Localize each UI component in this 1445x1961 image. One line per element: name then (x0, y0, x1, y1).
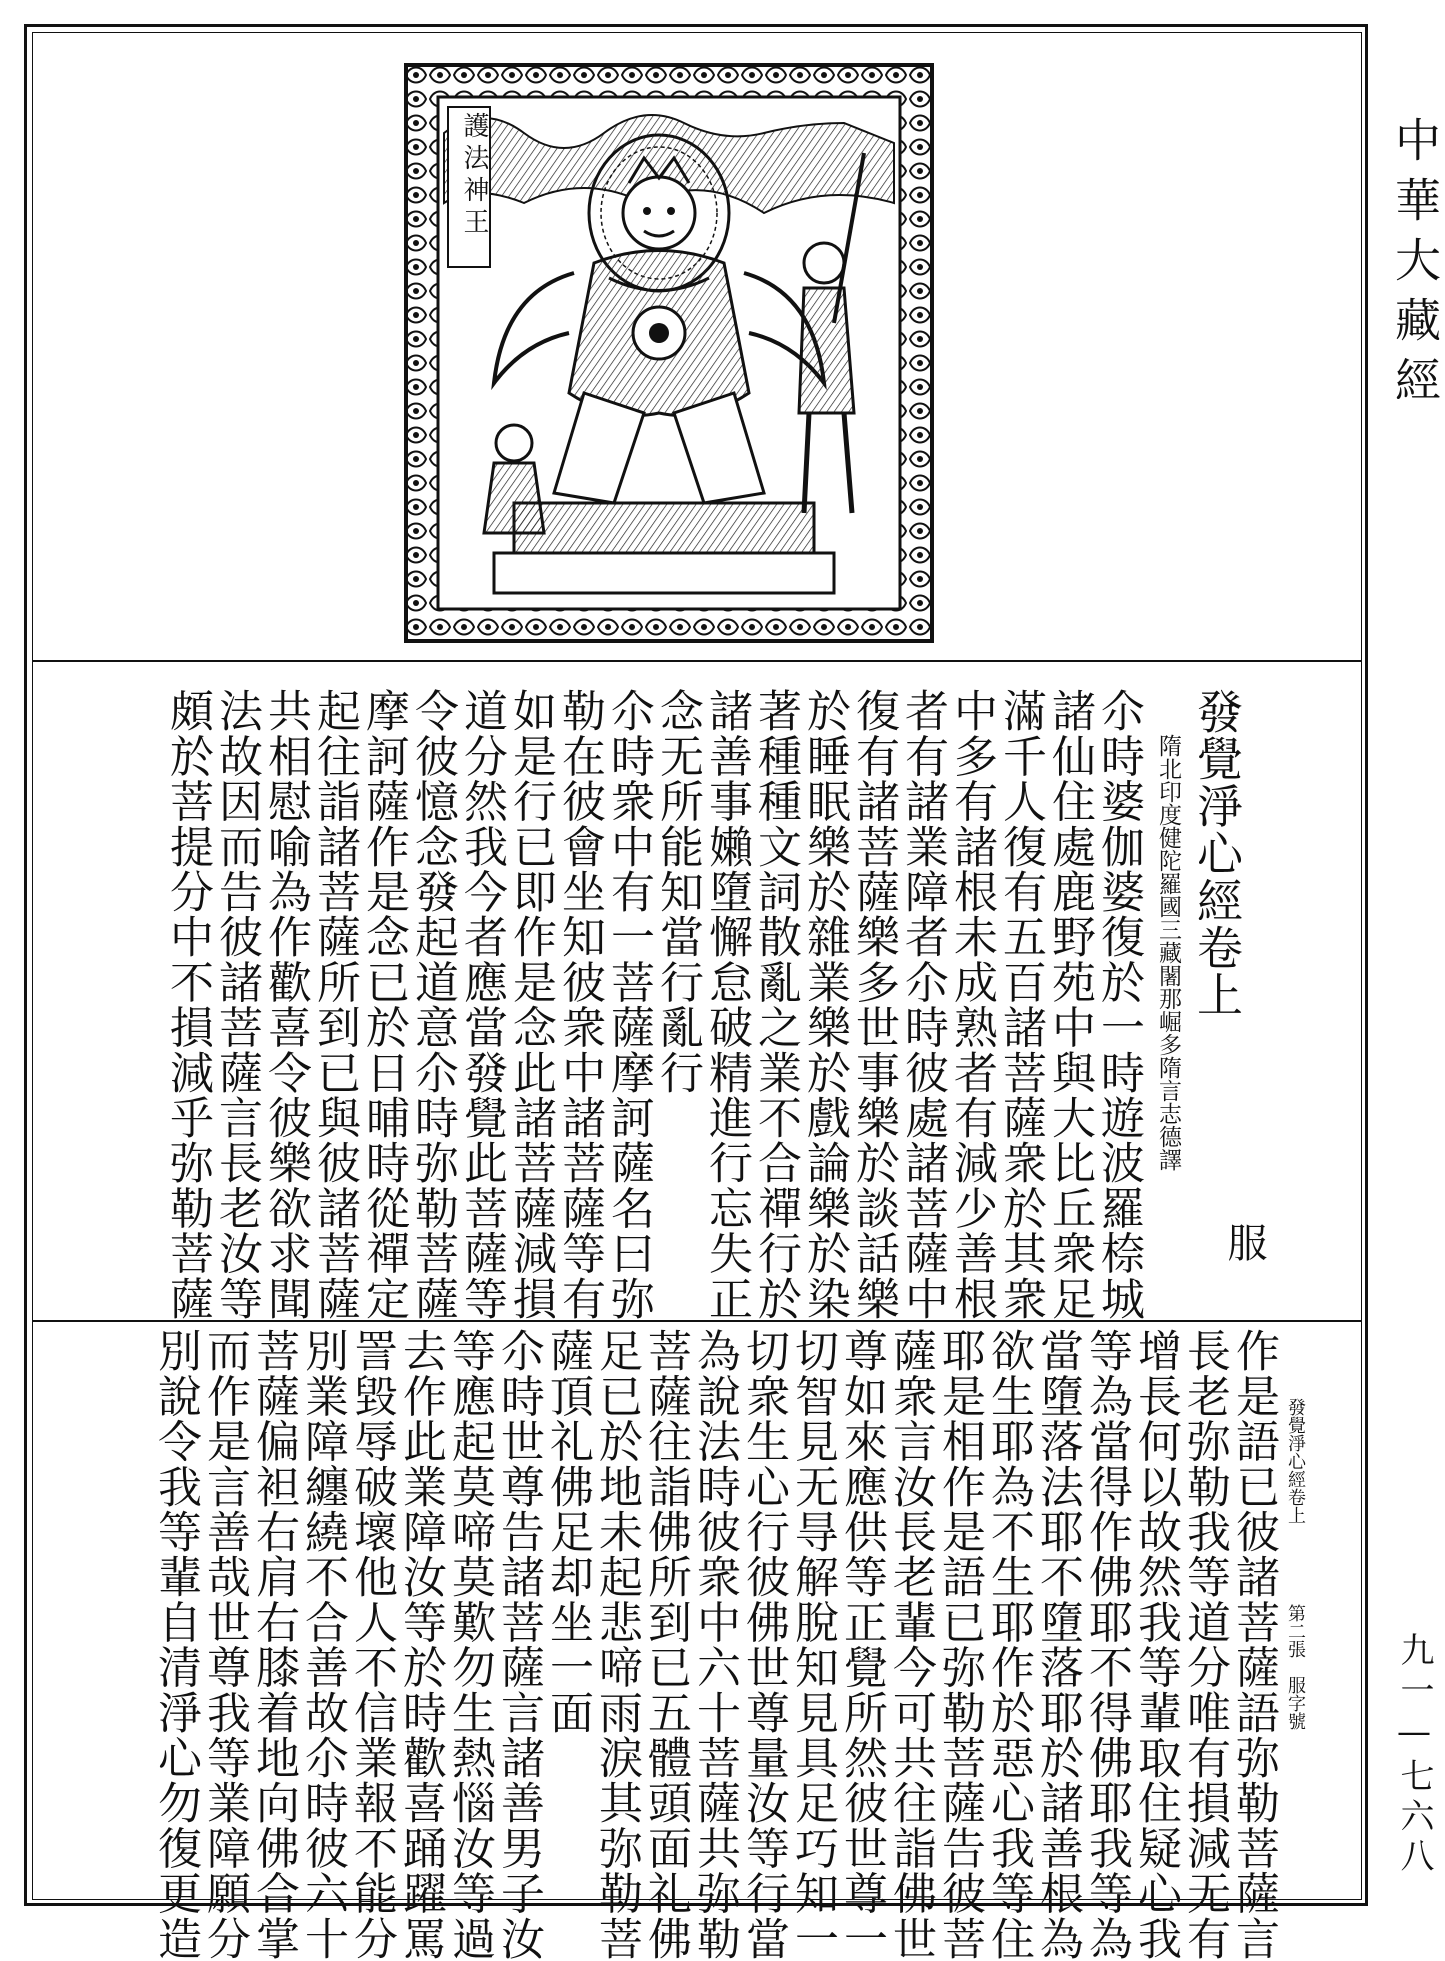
sutra-text-panel-1 (103, 688, 1244, 1321)
text-column: 勒在彼會坐知彼衆中諸菩薩等有 (554, 688, 605, 1321)
page-number: 九一—七六八 (1394, 1632, 1434, 1878)
text-column: 而作是言善哉世尊我等業障願分 (199, 1328, 250, 1961)
text-column: 頗於菩提分中不損減乎弥勒菩薩 (162, 688, 213, 1321)
text-column: 起往詣諸菩薩所到已與彼諸菩薩 (309, 688, 360, 1321)
running-header-title: 發覺淨心經卷上 (1285, 1398, 1306, 1524)
text-column: 念无所能知當行亂行 (652, 688, 703, 1095)
text-column: 道分然我今者應當發覺此菩薩等 (456, 688, 507, 1321)
text-column: 摩訶薩作是念已於日晡時從禪定 (358, 688, 409, 1321)
running-header-folio: 第二張 服字號 (1285, 1604, 1306, 1730)
text-column: 中多有諸根未成熟者有減少善根 (946, 688, 997, 1321)
text-column: 令彼憶念發起道意尒時弥勒菩薩 (407, 688, 458, 1321)
volume-mark: 服 (1221, 1222, 1267, 1262)
text-column: 薩衆言汝長老輩今可共往詣佛世 (885, 1328, 936, 1961)
sutra-text-panel-2 (60, 1328, 1279, 1961)
text-column: 諸仙住處鹿野苑中與大比丘衆足 (1044, 688, 1095, 1321)
text-column: 為說法時彼衆中六十菩薩共弥勒 (689, 1328, 740, 1961)
text-column: 別業障纏繞不合善故尒時彼六十 (297, 1328, 348, 1961)
text-column: 法故因而告彼諸菩薩言長老汝等 (211, 688, 262, 1321)
sutra-title: 發覺淨心經卷上 (1190, 688, 1244, 1019)
text-column: 尒時衆中有一菩薩摩訶薩名曰弥 (603, 688, 654, 1321)
text-column: 等為當得作佛耶不得佛耶我等為 (1081, 1328, 1132, 1961)
text-column: 尒時婆伽婆復於一時遊波羅㮈城 (1093, 688, 1144, 1321)
text-column: 共相慰喻為作歡喜令彼樂欲求聞 (260, 688, 311, 1321)
section-divider-top (32, 660, 1362, 662)
text-column: 增長何以故然我等輩取住疑心我 (1130, 1328, 1181, 1961)
text-column: 於睡眠樂於雜業樂於戲論樂於染 (799, 688, 850, 1321)
text-column: 復有諸菩薩樂多世事樂於談話樂 (848, 688, 899, 1321)
text-column: 著種種文詞散亂之業不合禪行於 (750, 688, 801, 1321)
illustration-caption: 護法神王 (459, 112, 489, 240)
translator-attribution: 隋北印度健陀羅國三藏闍那崛多隋言志德譯 (1155, 734, 1181, 1171)
text-column: 切衆生心行彼佛世尊量汝等行當 (738, 1328, 789, 1961)
text-column: 如是行已即作是念此諸菩薩減損 (505, 688, 556, 1321)
text-column: 滿千人復有五百諸菩薩衆於其衆 (995, 688, 1046, 1321)
text-column: 尊如來應供等正覺所然彼世尊一 (836, 1328, 887, 1961)
text-column: 者有諸業障者尒時彼處諸菩薩中 (897, 688, 948, 1321)
text-column: 當墮落法耶不墮落耶於諸善根為 (1032, 1328, 1083, 1961)
text-column: 諸善事嬾墮懈怠破精進行忘失正 (701, 688, 752, 1321)
text-column: 切智見无㝵解脫知見具足巧知一 (787, 1328, 838, 1961)
text-column: 菩薩偏袒右肩右膝着地向佛合掌 (248, 1328, 299, 1961)
text-column: 尒時世尊告諸菩薩言諸善男子汝 (493, 1328, 544, 1961)
text-column: 耶是相作是語已弥勒菩薩告彼菩 (934, 1328, 985, 1961)
text-column: 作是語已彼諸菩薩語弥勒菩薩言 (1228, 1328, 1279, 1961)
text-column: 欲生耶為不生耶作於惡心我等住 (983, 1328, 1034, 1961)
text-column: 菩薩往詣佛所到已五體頭面礼佛 (640, 1328, 691, 1961)
text-column: 長老弥勒我等道分唯有損減无有 (1179, 1328, 1230, 1961)
text-column: 薩頂礼佛足却坐一面 (542, 1328, 593, 1735)
text-column: 等應起莫啼莫歎勿生熱惱汝等過 (444, 1328, 495, 1961)
text-column: 足已於地未起悲啼雨淚其弥勒菩 (591, 1328, 642, 1961)
text-column: 別說令我等輩自清淨心勿復更造 (150, 1328, 201, 1961)
text-column: 詈毀辱破壞他人不信業報不能分 (346, 1328, 397, 1961)
series-title: 中華大藏經 (1388, 116, 1442, 416)
text-column: 去作此業障汝等於時歡喜踊躍罵 (395, 1328, 446, 1961)
